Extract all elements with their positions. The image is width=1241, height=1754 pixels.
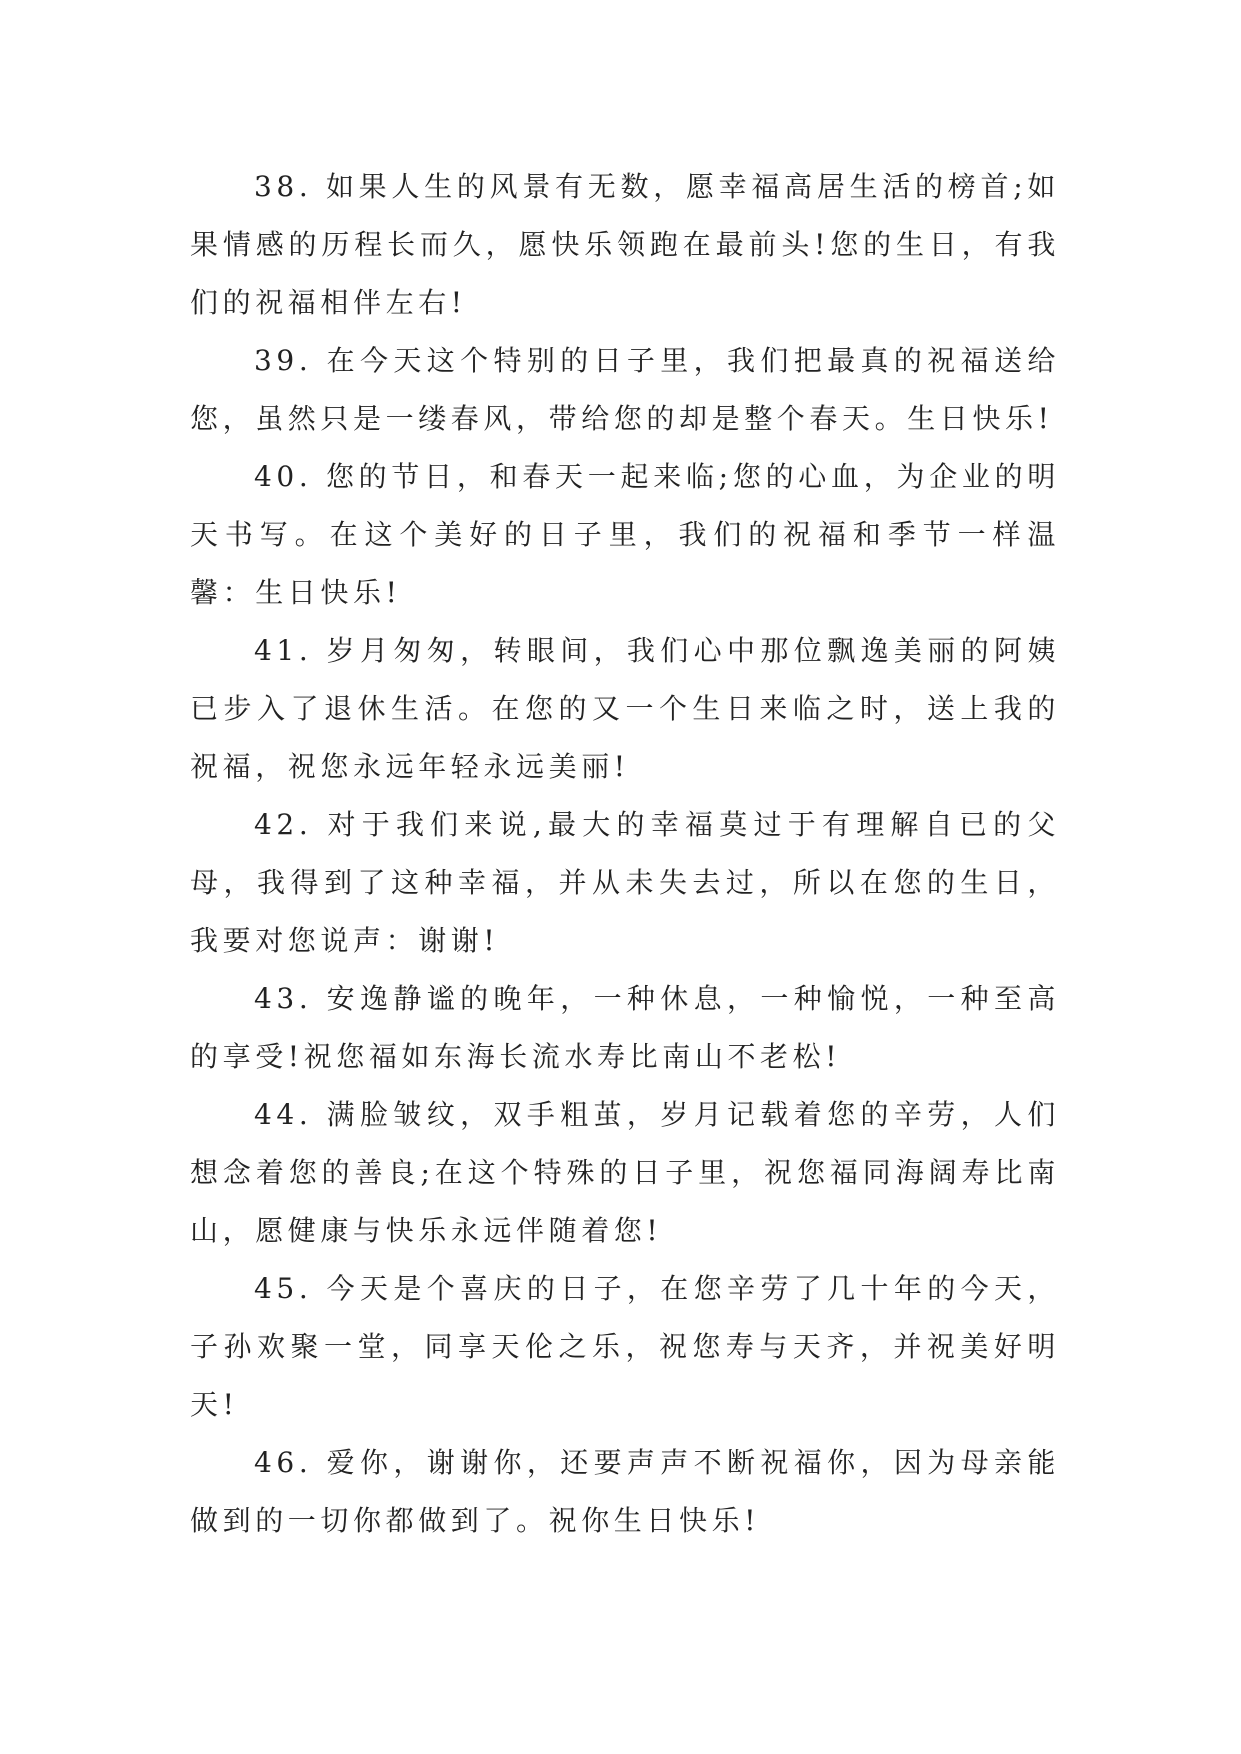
paragraph-39: 39. 在今天这个特别的日子里，我们把最真的祝福送给您，虽然只是一缕春风，带给您的却是整个春天。生日快乐! xyxy=(190,344,1060,435)
document-body xyxy=(190,158,1060,1550)
paragraph-41: 41. 岁月匆匆，转眼间，我们心中那位飘逸美丽的阿姨已步入了退休生活。在您的又一个生日来临之时，送上我的祝福，祝您永远年轻永远美丽! xyxy=(190,634,1060,783)
paragraph-46: 46. 爱你，谢谢你，还要声声不断祝福你，因为母亲能做到的一切你都做到了。祝你生日快乐! xyxy=(190,1446,1060,1537)
paragraph-42: 42. 对于我们来说,最大的幸福莫过于有理解自已的父母，我得到了这种幸福，并从未失去过，所以在您的生日，我要对您说声：谢谢! xyxy=(190,808,1060,957)
paragraph-44: 44. 满脸皱纹，双手粗茧，岁月记载着您的辛劳，人们想念着您的善良;在这个特殊的日子里，祝您福同海阔寿比南山，愿健康与快乐永远伴随着您! xyxy=(190,1098,1060,1247)
paragraph-43: 43. 安逸静谧的晚年，一种休息，一种愉悦，一种至高的享受!祝您福如东海长流水寿比南山不老松! xyxy=(190,982,1060,1073)
paragraph-40: 40. 您的节日，和春天一起来临;您的心血，为企业的明天书写。在这个美好的日子里，我们的祝福和季节一样温馨：生日快乐! xyxy=(190,460,1060,609)
paragraph-38: 38. 如果人生的风景有无数，愿幸福高居生活的榜首;如果情感的历程长而久，愿快乐领跑在最前头!您的生日，有我们的祝福相伴左右! xyxy=(190,170,1060,319)
paragraph-45: 45. 今天是个喜庆的日子，在您辛劳了几十年的今天，子孙欢聚一堂，同享天伦之乐，祝您寿与天齐，并祝美好明天! xyxy=(190,1272,1060,1421)
